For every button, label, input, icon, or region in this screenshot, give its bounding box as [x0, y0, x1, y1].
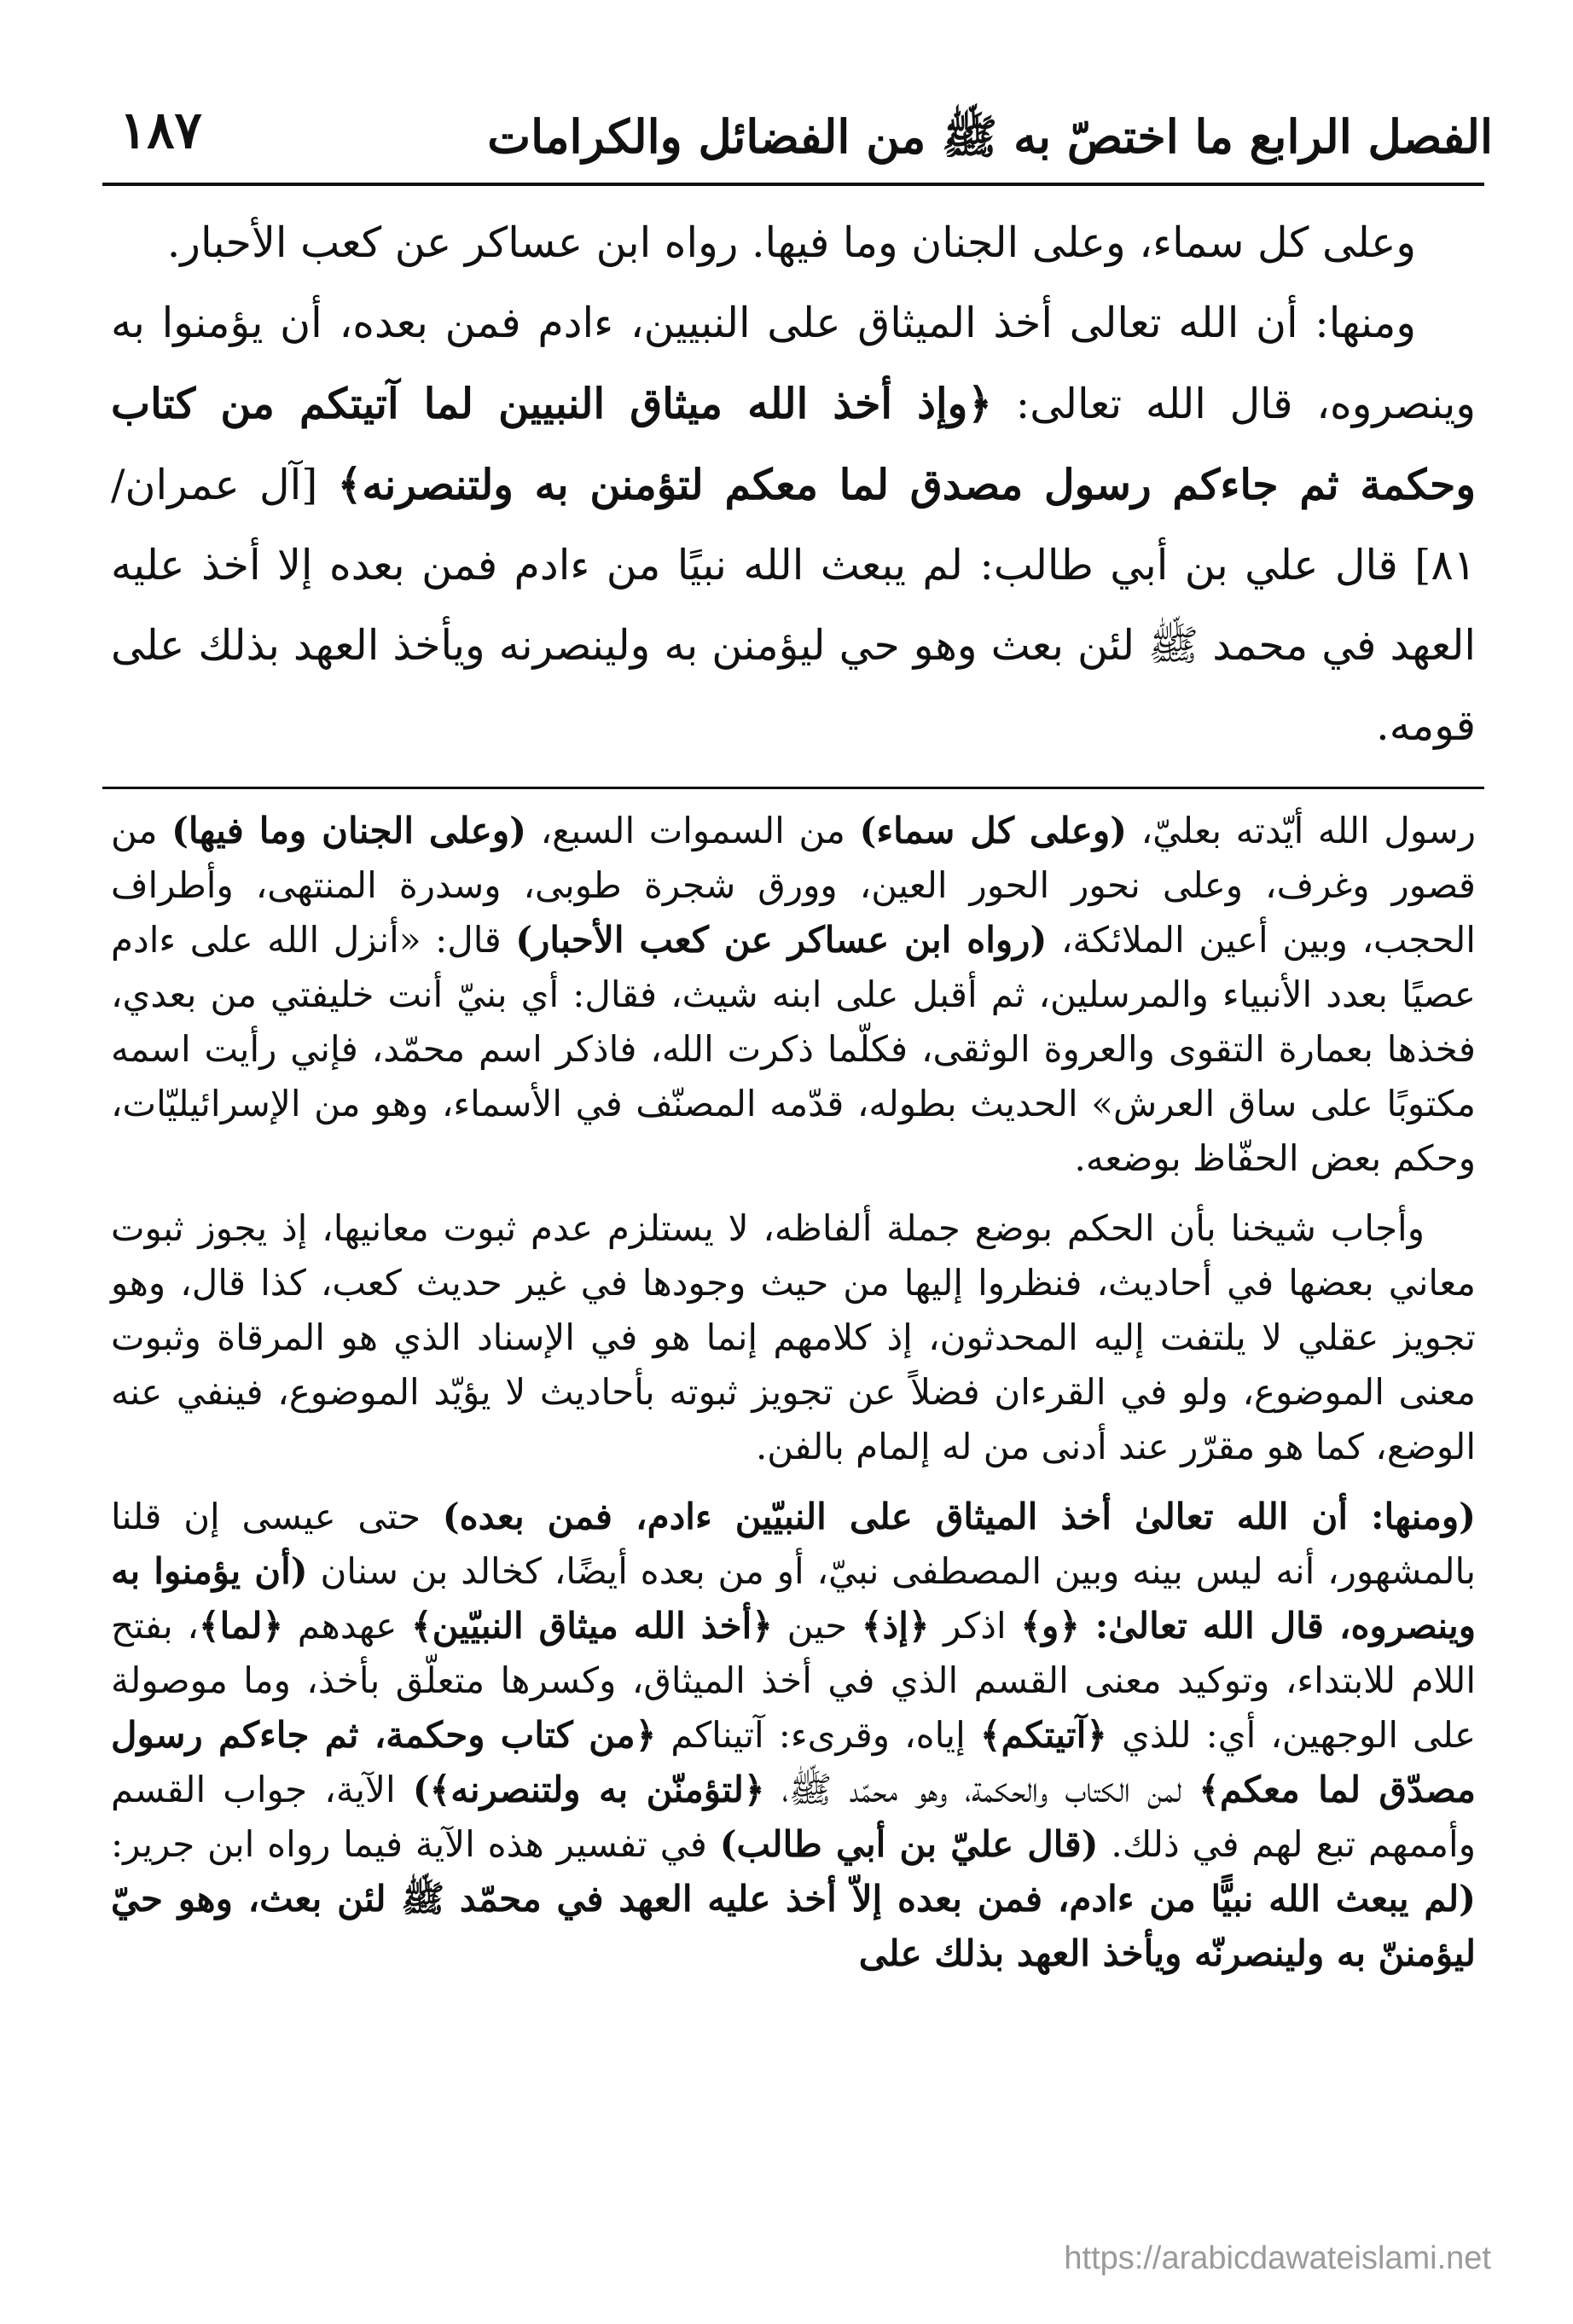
commentary-segment: حتى عيسى إن قلنا بالمشهور، أنه ليس بينه وبين المصطفى نبيّ، أو من بعده أيضًا، كخالد بن سنان [111, 1496, 1477, 1592]
main-text-segment: ومنها: أن الله تعالى أخذ الميثاق على النبيين، ءادم فمن بعده، أن يؤمنوا به وينصروه، قال الله تعالى: [111, 299, 1476, 428]
commentary-matn-quote: (لم يبعث الله نبيًّا من ءادم، فمن بعده إلاّ أخذ عليه العهد في محمّد ﷺ لئن بعث، وهو حيّ ليؤمننّ به ولينصرنّه ويأخذ العهد بذلك على [111, 1878, 1476, 1974]
commentary-matn-quote: (قال عليّ بن أبي طالب) [719, 1823, 1099, 1865]
commentary-paragraph [111, 1490, 1476, 1981]
commentary-segment: قال: «أنزل الله على ءادم عصيًا بعدد الأنبياء والمرسلين، ثم أقبل على ابنه شيث، فقال: أي بنيّ أنت خليفتي من بعدي، فخذها بعمارة التقوى والعروة الوثقى، فكلّما ذكرت الله، فاذكر اسم محمّد، فإني رأيت اسمه مكتوبًا على ساق العرش» الحديث بطوله، قدّمه المصنّف في الأسماء، وهو من الإسرائيليّات، وحكم بعض الحفّاظ بوضعه. [111, 919, 1476, 1179]
quran-quote: ﴿وإذ أخذ الله ميثاق النبيين لما آتيتكم من كتاب وحكمة ثم جاءكم رسول مصدق لما معكم لتؤمنن به ولتنصرنه﴾ [111, 379, 1476, 509]
main-text-paragraph [111, 203, 1476, 283]
commentary-matn-quote: (وعلى كل سماء) [859, 810, 1128, 851]
commentary-matn-quote: ﴿من كتاب وحكمة، ثم جاءكم رسول مصدّق لما معكم﴾ [111, 1714, 1476, 1810]
commentary-segment: من قصور وغرف، وعلى نحور الحور العين، وورق شجرة طوبى، وسدرة المنتهى، وأطراف الحجب، وبين أعين الملائكة، [111, 810, 1476, 961]
commentary-matn-quote: (رواه ابن عساكر عن كعب الأحبار) [515, 919, 1048, 961]
commentary-segment: ، بفتح اللام للابتداء، وتوكيد معنى القسم الذي في أخذ الميثاق، وكسرها متعلّق بأخذ، وما موصولة على الوجهين، أي: للذي [111, 1605, 1477, 1756]
page-number: ١٨٧ [119, 101, 202, 160]
commentary-segment: من السموات السبع، [526, 810, 860, 851]
main-text-segment: [آل عمران/ ٨١] قال علي بن أبي طالب: لم يبعث الله نبيًا من ءادم فمن بعده إلا أخذ عليه العهد في محمد ﷺ لئن بعث وهو حي ليؤمنن به ولينصرنه ويأخذ العهد بذلك على قومه. [111, 461, 1476, 750]
commentary-segment: الآية، جواب القسم وأممهم تبع لهم في ذلك. [111, 1769, 1476, 1865]
header-rule [102, 183, 1484, 186]
commentary-text [111, 804, 1476, 1981]
commentary-matn-quote: (وعلى الجنان وما فيها) [171, 810, 527, 851]
commentary-matn-quote: (أن يؤمنوا به وينصروه، قال الله تعالىٰ: ﴿و﴾ [111, 1550, 1477, 1647]
commentary-paragraph [111, 804, 1476, 1186]
commentary-segment: اذكر [929, 1605, 1021, 1647]
page-header [94, 94, 1493, 188]
commentary-paragraph [111, 1201, 1476, 1474]
watermark-url: https://arabicdawateislami.net [1064, 2240, 1491, 2276]
commentary-segment: إياه، وقرىء: آتيناكم [656, 1714, 980, 1756]
commentary-matn-quote: (ومنها: أن الله تعالىٰ أخذ الميثاق على النبيّين ءادم، فمن بعده) [442, 1496, 1476, 1537]
commentary-divider [102, 787, 1484, 789]
commentary-segment: في تفسير هذه الآية فيما رواه ابن جرير: [111, 1823, 720, 1865]
commentary-segment: عهدهم [283, 1605, 411, 1647]
commentary-matn-quote: ﴿أخذ الله ميثاق النبيّين﴾ [410, 1605, 773, 1647]
commentary-segment: لمن الكتاب والحكمة، وهو محمّد ﷺ، [764, 1769, 1199, 1810]
chapter-title: الفصل الرابع ما اختصّ به ﷺ من الفضائل والكرامات [487, 109, 1493, 164]
main-text-paragraph [111, 283, 1476, 766]
commentary-segment: وأجاب شيخنا بأن الحكم بوضع جملة ألفاظه، لا يستلزم عدم ثبوت معانيها، إذ يجوز ثبوت معاني بعضها في أحاديث، فنظروا إليها من حيث وجودها في غير حديث كعب، كذا قال، وهو تجويز عقلي لا يلتفت إليه المحدثون، إذ كلامهم إنما هو في الإسناد الذي هو المرقاة وثبوت معنى الموضوع، ولو في القرءان فضلاً عن تجويز ثبوته بأحاديث لا يؤيّد الموضوع، فينفي عنه الوضع، كما هو مقرّر عند أدنى من له إلمام بالفن. [111, 1207, 1476, 1467]
commentary-matn-quote: ﴿إذ﴾ [861, 1605, 930, 1647]
commentary-matn-quote: ﴿لما﴾ [198, 1605, 284, 1647]
commentary-segment: رسول الله أيّدته بعليّ، [1127, 810, 1476, 851]
commentary-matn-quote: ﴿آتيتكم﴾ [979, 1714, 1107, 1756]
main-text-line: وعلى كل سماء، وعلى الجنان وما فيها. رواه ابن عساكر عن كعب الأحبار. [166, 218, 1416, 267]
main-text [111, 203, 1476, 766]
commentary-segment: حين [772, 1605, 862, 1647]
commentary-matn-quote: ﴿لتؤمنّن به ولتنصرنه﴾) [412, 1769, 765, 1810]
